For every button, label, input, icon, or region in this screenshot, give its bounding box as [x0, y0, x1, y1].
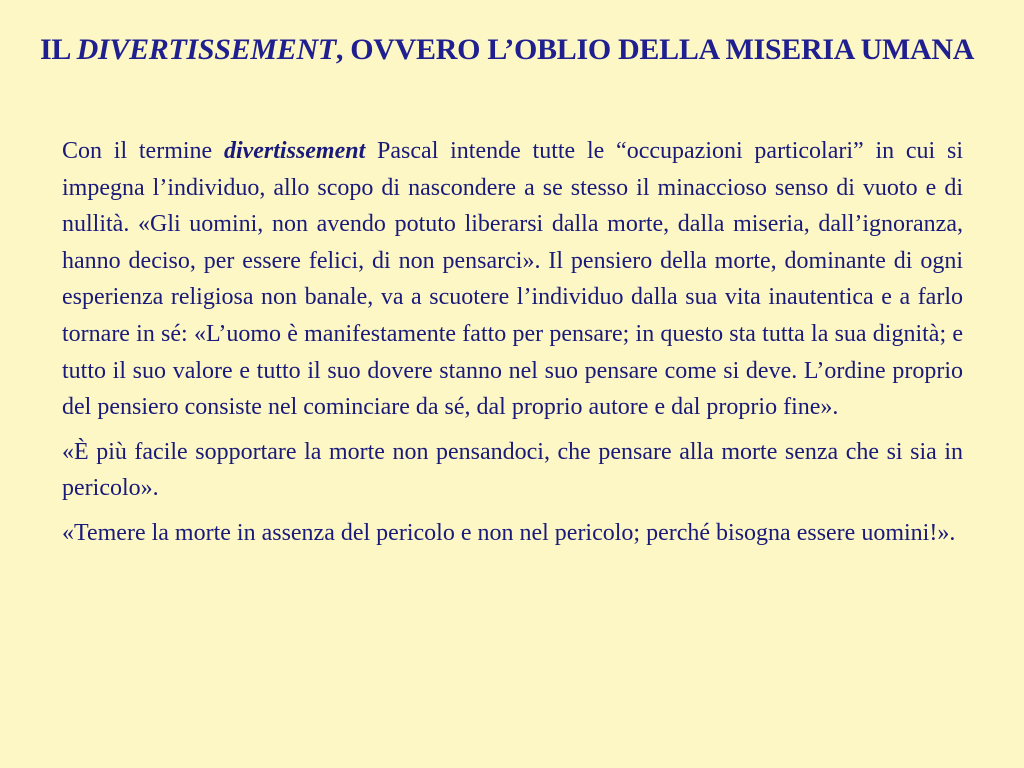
paragraph-1-pre: Con il termine [62, 138, 224, 164]
title-emphasis: DIVERTISSEMENT [76, 33, 336, 66]
paragraph-1 [62, 133, 963, 426]
paragraph-1-post: Pascal intende tutte le “occupazioni particolari” in cui si impegna l’individuo, allo scopo di nascondere a se stesso il minaccioso senso di vuoto e di nullità. «Gli uomini, non avendo potuto liberarsi dalla morte, dalla miseria, dall’ignoranza, hanno deciso, per essere felici, di non pensarci». Il pensiero della morte, dominante di ogni esperienza religiosa non banale, va a scuotere l’individuo dalla sua vita inautentica e a farlo tornare in sé: «L’uomo è manifestamente fatto per pensare; in questo sta tutta la sua dignità; e tutto il suo valore e tutto il suo dovere stanno nel suo pensare come si deve. L’ordine proprio del pensiero consiste nel cominciare da sé, dal proprio autore e dal proprio fine». [62, 138, 963, 421]
slide-title [40, 30, 996, 70]
slide-body [62, 133, 963, 560]
keyword-divertissement: divertissement [223, 138, 366, 164]
paragraph-3: «Temere la morte in assenza del pericolo e non nel pericolo; perché bisogna essere uomini!». [62, 519, 956, 546]
title-part1: IL [40, 33, 77, 66]
paragraph-2: «È più facile sopportare la morte non pensandoci, che pensare alla morte senza che si sia in pericolo». [62, 438, 963, 502]
title-part2: , OVVERO L’OBLIO DELLA MISERIA UMANA [335, 33, 975, 66]
